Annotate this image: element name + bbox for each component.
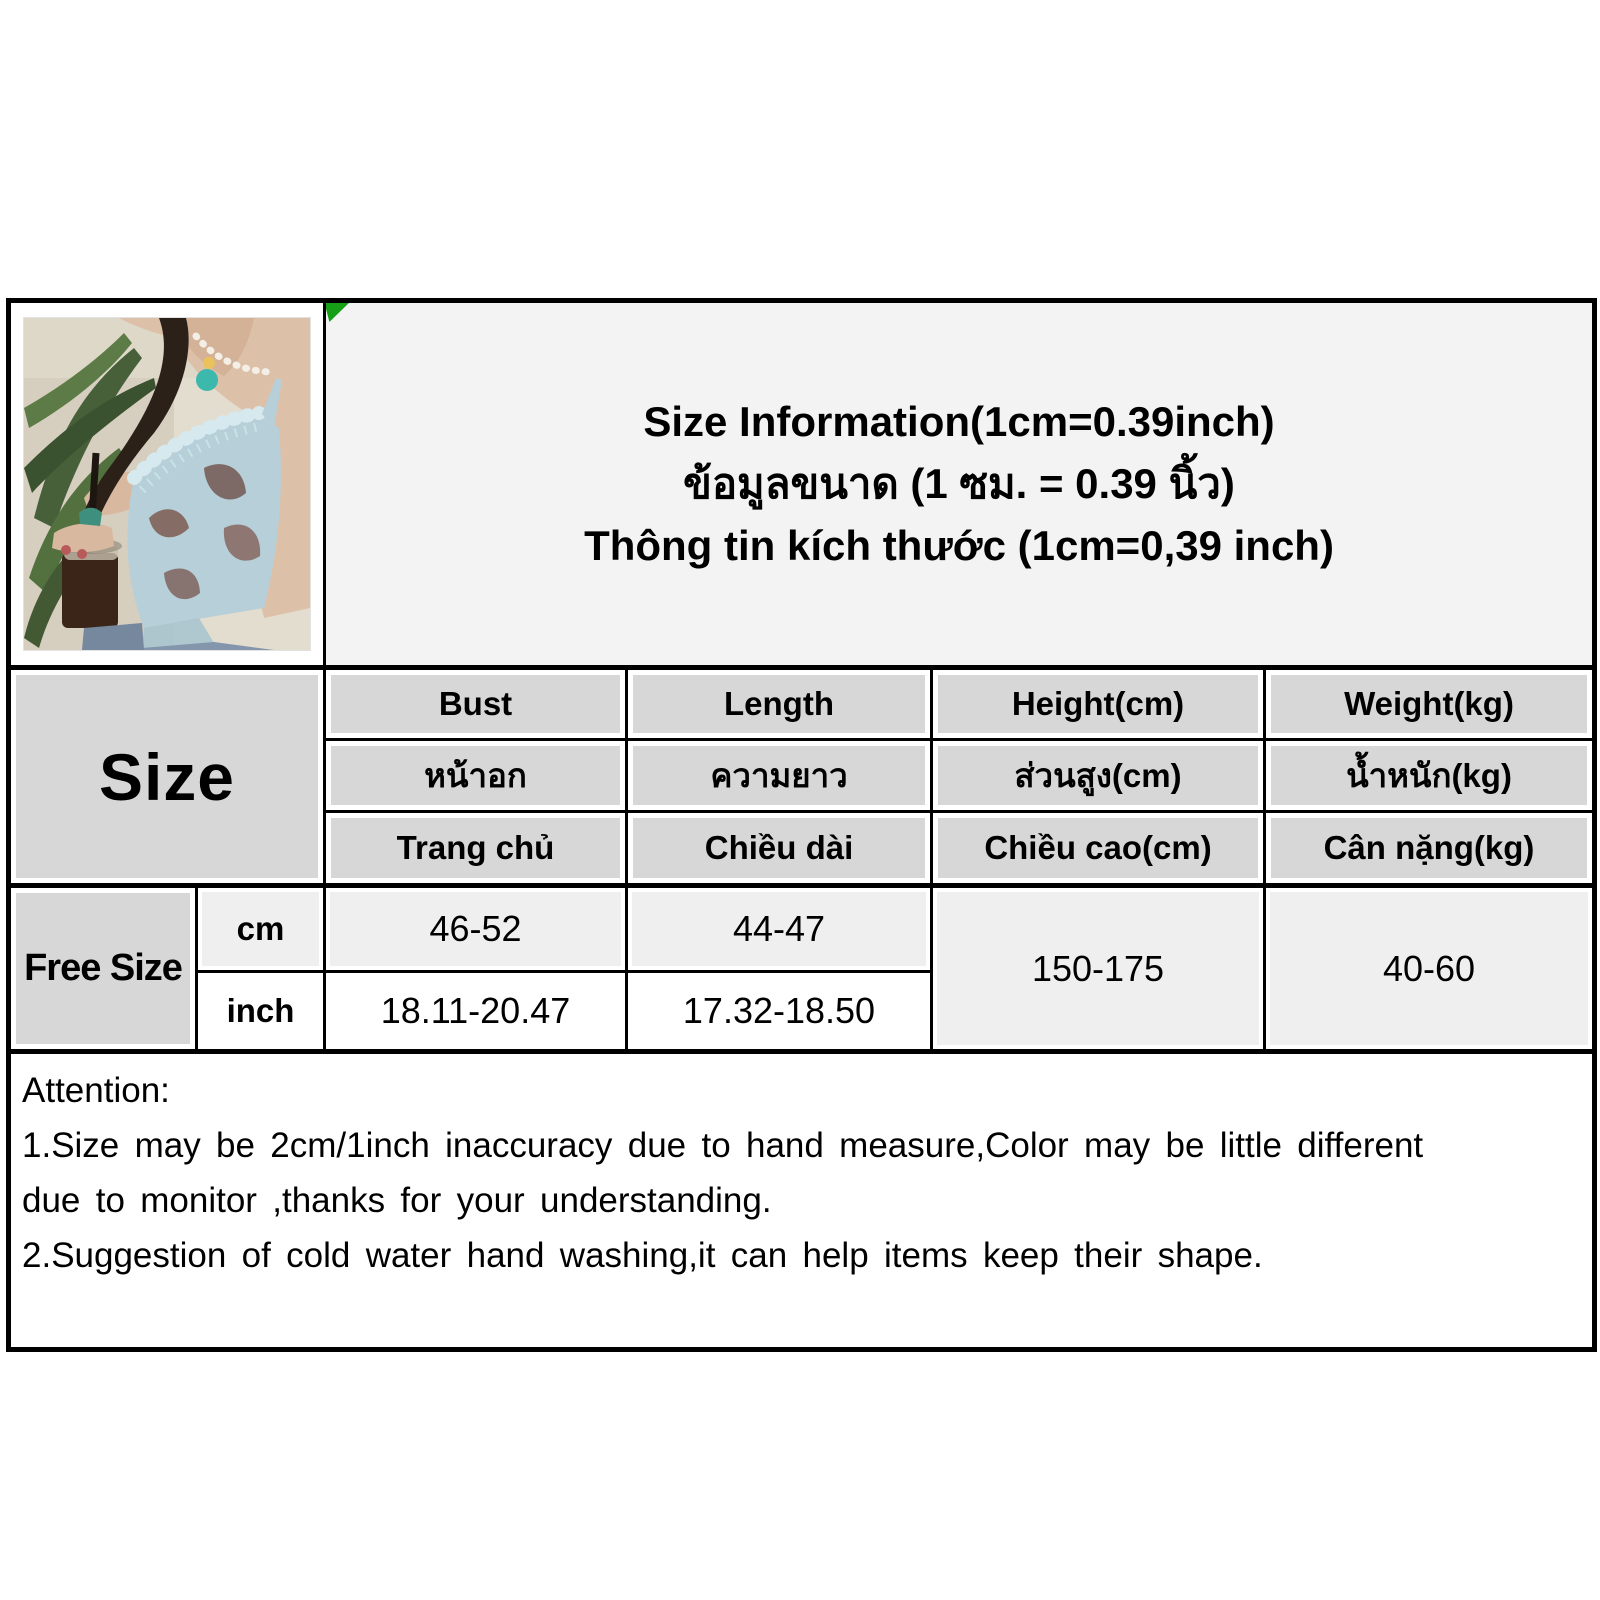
col-weight-vi: Cân nặng(kg) <box>1265 812 1595 886</box>
length-inch-value: 17.32-18.50 <box>627 972 932 1052</box>
title-thai: ข้อมูลขนาด (1 ซม. = 0.39 นิ้ว) <box>683 460 1235 507</box>
bust-inch-value: 18.11-20.47 <box>325 972 627 1052</box>
col-weight-th: น้ำหนัก(kg) <box>1265 740 1595 812</box>
col-length-th: ความยาว <box>627 740 932 812</box>
col-length-en: Length <box>627 668 932 740</box>
size-header-label: Size <box>98 739 236 814</box>
col-bust-th: หน้าอก <box>325 740 627 812</box>
green-corner-marker <box>325 301 352 322</box>
attention-line-3: 2.Suggestion of cold water hand washing,it can help items keep their shape. <box>22 1236 1263 1275</box>
size-name-label: Free Size <box>24 947 182 989</box>
attention-note-cell <box>9 1052 1595 1350</box>
attention-line-2: due to monitor ,thanks for your understanding. <box>22 1181 772 1220</box>
col-height-th: ส่วนสูง(cm) <box>932 740 1265 812</box>
unit-inch-cell: inch <box>197 972 325 1052</box>
product-photo <box>24 318 310 650</box>
title-english: Size Information(1cm=0.39inch) <box>643 398 1275 445</box>
length-cm-value: 44-47 <box>627 886 932 972</box>
col-length-vi: Chiều dài <box>627 812 932 886</box>
height-value: 150-175 <box>932 886 1265 1052</box>
header-row-en <box>9 668 1595 740</box>
product-photo-cell <box>9 301 325 668</box>
bust-cm-value: 46-52 <box>325 886 627 972</box>
title-row <box>9 301 1595 668</box>
unit-cm-cell: cm <box>197 886 325 972</box>
size-name-cell <box>9 886 197 1052</box>
size-header-cell <box>9 668 325 886</box>
col-height-en: Height(cm) <box>932 668 1265 740</box>
weight-value: 40-60 <box>1265 886 1595 1052</box>
product-photo-graphic <box>24 318 310 650</box>
size-information-title-cell <box>325 301 1595 668</box>
size-chart-sheet <box>6 298 1592 1352</box>
col-height-vi: Chiều cao(cm) <box>932 812 1265 886</box>
data-row-cm <box>9 886 1595 972</box>
attention-line-1: 1.Size may be 2cm/1inch inaccuracy due to hand measure,Color may be little different <box>22 1126 1424 1165</box>
size-table <box>6 298 1597 1352</box>
attention-heading: Attention: <box>22 1071 170 1110</box>
col-bust-en: Bust <box>325 668 627 740</box>
attention-row <box>9 1052 1595 1350</box>
attention-note <box>12 1055 1591 1283</box>
col-bust-vi: Trang chủ <box>325 812 627 886</box>
title-vietnamese: Thông tin kích thước (1cm=0,39 inch) <box>584 522 1334 569</box>
col-weight-en: Weight(kg) <box>1265 668 1595 740</box>
